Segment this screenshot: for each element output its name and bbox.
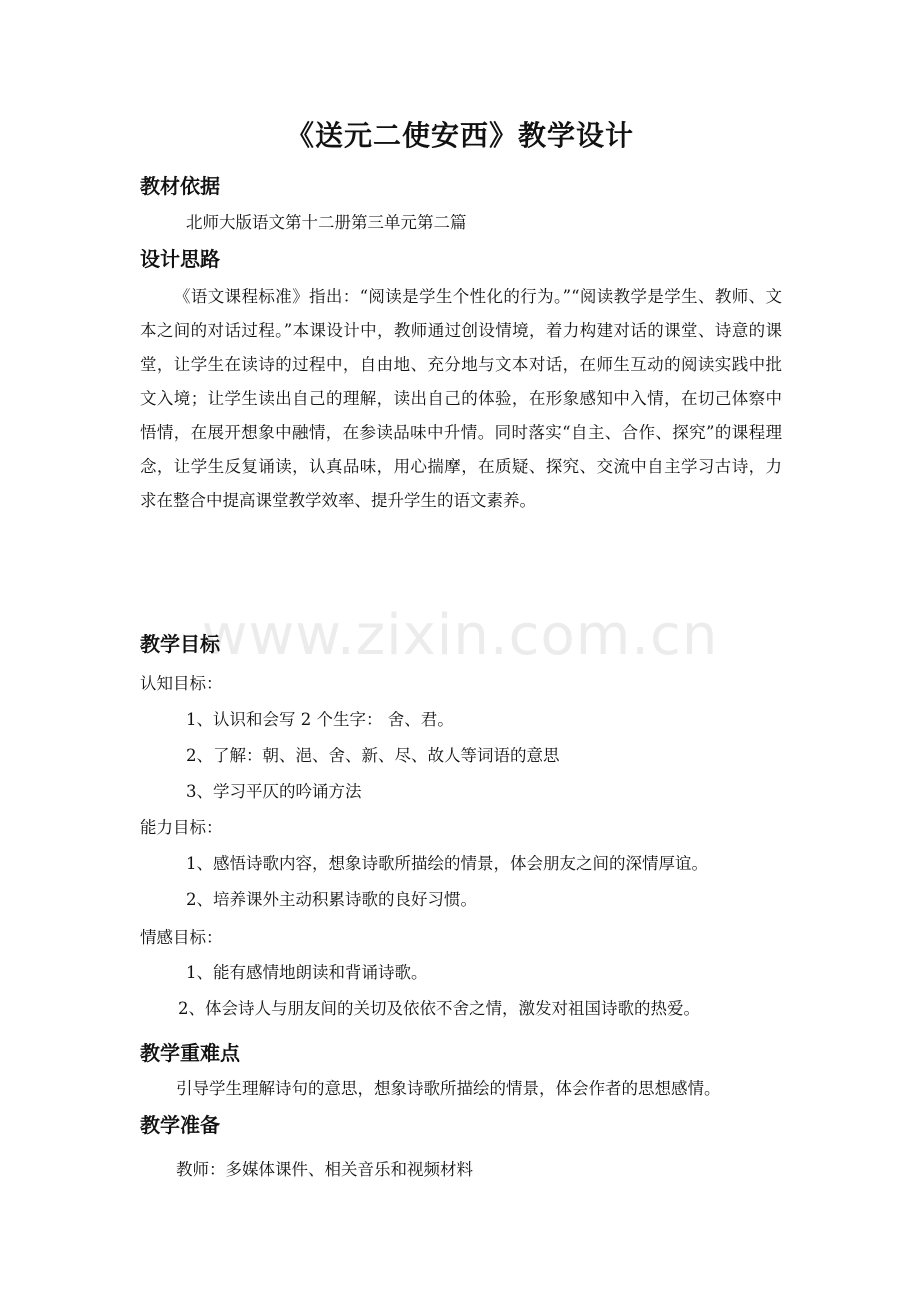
ability-goal-item: 2、培养课外主动积累诗歌的良好习惯。 — [186, 890, 477, 909]
emotion-goals-label: 情感目标： — [140, 928, 223, 947]
cognitive-goal-item: 3、学习平仄的吟诵方法 — [186, 782, 362, 801]
key-points-text: 引导学生理解诗句的意思，想象诗歌所描绘的情景，体会作者的思想感情。 — [176, 1079, 721, 1098]
cognitive-goals-label: 认知目标： — [140, 674, 223, 693]
heading-key-points: 教学重难点 — [140, 1041, 240, 1065]
ability-goals-label: 能力目标： — [140, 818, 223, 837]
heading-basis: 教材依据 — [140, 174, 220, 198]
design-paragraph: 《语文课程标准》指出：“阅读是学生个性化的行为。”“阅读教学是学生、教师、文本之间的对话过程。”本课设计中，教师通过创设情境，着力构建对话的课堂、诗意的课堂，让学生在读诗的过程中，自由地、充分地与文本对话，在师生互动的阅读实践中批文入境；让学生读出自己的理解，读出自己的体验，在形象感知中入情，在切己体察中悟情，在展开想象中融情，在参读品味中升情。同时落实“自主、合作、探究”的课程理念，让学生反复诵读，认真品味，用心揣摩，在质疑、探究、交流中自主学习古诗，力求在整合中提高课堂教学效率、提升学生的语文素养。 — [140, 287, 782, 510]
heading-preparation: 教学准备 — [140, 1113, 220, 1137]
preparation-text: 教师：多媒体课件、相关音乐和视频材料 — [176, 1160, 473, 1179]
cognitive-goal-item: 2、了解：朝、浥、舍、新、尽、故人等词语的意思 — [186, 746, 560, 765]
watermark: www.zixin.com.cn — [201, 603, 719, 668]
emotion-goal-item: 1、能有感情地朗读和背诵诗歌。 — [186, 963, 428, 982]
cognitive-goal-item: 1、认识和会写 2 个生字： 舍、君。 — [186, 710, 454, 729]
ability-goal-item: 1、感悟诗歌内容，想象诗歌所描绘的情景，体会朋友之间的深情厚谊。 — [186, 854, 708, 873]
emotion-goal-item: 2、体会诗人与朋友间的关切及依依不舍之情，激发对祖国诗歌的热爱。 — [178, 999, 700, 1018]
heading-goals: 教学目标 — [140, 632, 220, 656]
heading-design: 设计思路 — [140, 247, 220, 271]
document-title: 《送元二使安西》教学设计 — [285, 119, 634, 152]
basis-text: 北师大版语文第十二册第三单元第二篇 — [186, 213, 467, 232]
